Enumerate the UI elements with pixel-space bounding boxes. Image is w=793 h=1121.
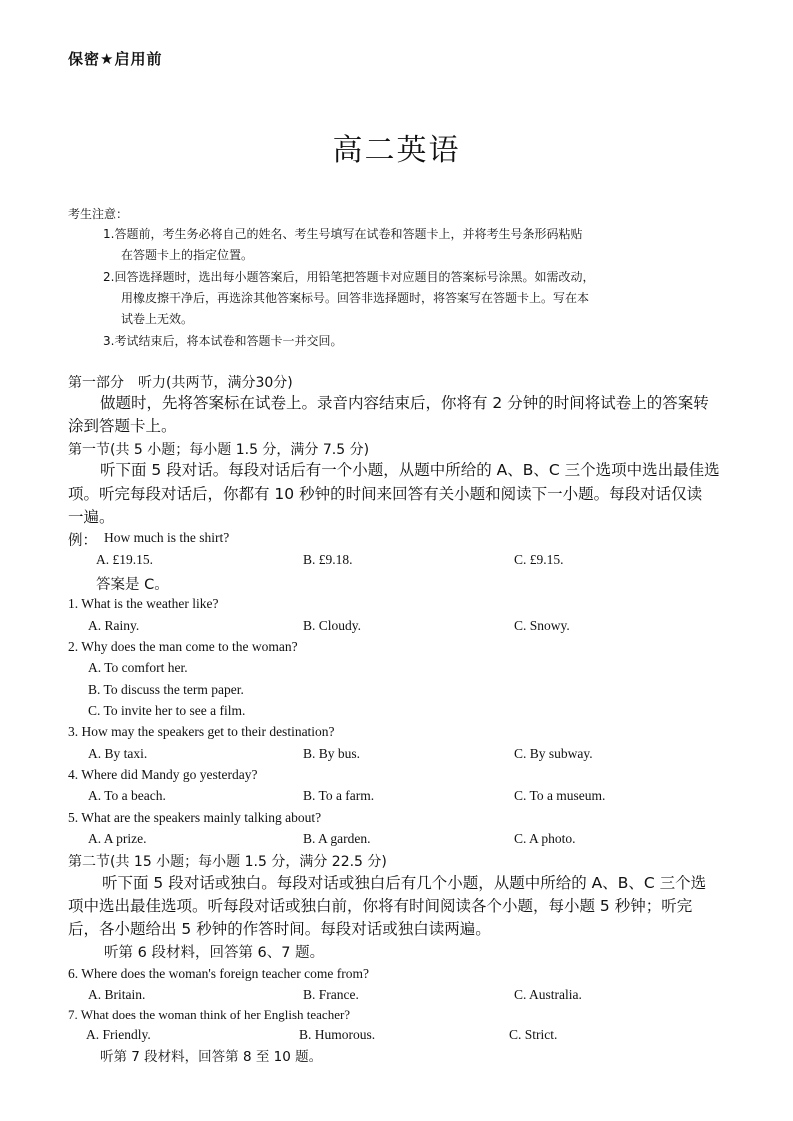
section1-intro: 项。听完每段对话后，你都有 10 秒钟的时间来回答有关小题和阅读下一小题。每段对话仅读 xyxy=(68,485,703,503)
option-c: C. Strict. xyxy=(509,1027,558,1042)
example-answer: 答案是 C。 xyxy=(96,577,169,593)
option-c: C. By subway. xyxy=(514,746,593,761)
example-question: How much is the shirt? xyxy=(104,530,230,545)
example-option-c: C. £9.15. xyxy=(514,552,564,567)
question: 4. Where did Mandy go yesterday? xyxy=(68,767,258,782)
option-a: A. Rainy. xyxy=(88,618,140,633)
option-c: C. To invite her to see a film. xyxy=(88,703,246,718)
notice-item: 在答题卡上的指定位置。 xyxy=(121,248,254,262)
section2-intro: 听下面 5 段对话或独白。每段对话或独白后有几个小题，从题中所给的 A、B、C 三个选 xyxy=(102,874,707,892)
section2-intro: 后，各小题给出 5 秒钟的作答时间。每段对话或独白读两遍。 xyxy=(68,920,491,938)
section1-heading: 第一节(共 5 小题；每小题 1.5 分，满分 7.5 分) xyxy=(68,442,370,458)
confidential-label: 保密★启用前 xyxy=(68,50,163,68)
question: 2. Why does the man come to the woman? xyxy=(68,639,298,654)
option-a: A. To comfort her. xyxy=(88,660,188,675)
example-option-a: A. £19.15. xyxy=(96,552,153,567)
section2-intro: 项中选出最佳选项。听每段对话或独白前，你将有时间阅读各个小题，每小题 5 秒钟；听完 xyxy=(68,897,693,915)
question: 1. What is the weather like? xyxy=(68,596,219,611)
option-b: B. By bus. xyxy=(303,746,361,761)
material-instruction: 听第 7 段材料，回答第 8 至 10 题。 xyxy=(100,1049,323,1065)
option-b: B. To a farm. xyxy=(303,788,375,803)
option-c: C. Snowy. xyxy=(514,618,570,633)
material-instruction: 听第 6 段材料，回答第 6、7 题。 xyxy=(104,945,325,961)
example-option-b: B. £9.18. xyxy=(303,552,353,567)
notice-item: 用橡皮擦干净后，再选涂其他答案标号。回答非选择题时，将答案写在答题卡上。写在本 xyxy=(121,291,590,305)
option-a: A. Friendly. xyxy=(86,1027,151,1042)
notice-item: 试卷上无效。 xyxy=(121,312,194,326)
question: 6. Where does the woman's foreign teacher come from? xyxy=(68,966,369,981)
option-b: B. Cloudy. xyxy=(303,618,362,633)
question: 7. What does the woman think of her English teacher? xyxy=(68,1007,351,1022)
option-b: B. France. xyxy=(303,987,359,1002)
part1-intro: 做题时，先将答案标在试卷上。录音内容结束后，你将有 2 分钟的时间将试卷上的答案转 xyxy=(100,394,709,412)
example-label: 例： xyxy=(68,533,97,549)
part1-intro: 涂到答题卡上。 xyxy=(68,417,177,435)
option-a: A. By taxi. xyxy=(88,746,148,761)
notice-item: 3.考试结束后，将本试卷和答题卡一并交回。 xyxy=(103,334,343,348)
option-c: C. A photo. xyxy=(514,831,576,846)
section2-heading: 第二节(共 15 小题；每小题 1.5 分，满分 22.5 分) xyxy=(68,854,387,870)
notice-item: 2.回答选择题时，选出每小题答案后，用铅笔把答题卡对应题目的答案标号涂黑。如需改动， xyxy=(103,270,595,284)
option-a: A. Britain. xyxy=(88,987,146,1002)
option-c: C. To a museum. xyxy=(514,788,606,803)
section1-intro: 一遍。 xyxy=(68,508,115,526)
question: 3. How may the speakers get to their destination? xyxy=(68,724,335,739)
option-b: B. Humorous. xyxy=(299,1027,376,1042)
section1-intro: 听下面 5 段对话。每段对话后有一个小题，从题中所给的 A、B、C 三个选项中选出最佳选 xyxy=(100,461,720,479)
part1-heading: 第一部分 听力(共两节，满分30分) xyxy=(68,375,293,391)
option-a: A. To a beach. xyxy=(88,788,166,803)
option-b: B. To discuss the term paper. xyxy=(88,682,244,697)
notice-heading: 考生注意： xyxy=(68,207,129,221)
option-b: B. A garden. xyxy=(303,831,371,846)
option-a: A. A prize. xyxy=(88,831,147,846)
page-title: 高二英语 xyxy=(332,133,461,168)
question: 5. What are the speakers mainly talking about? xyxy=(68,810,322,825)
option-c: C. Australia. xyxy=(514,987,582,1002)
notice-item: 1.答题前，考生务必将自己的姓名、考生号填写在试卷和答题卡上，并将考生号条形码粘贴 xyxy=(103,227,583,241)
